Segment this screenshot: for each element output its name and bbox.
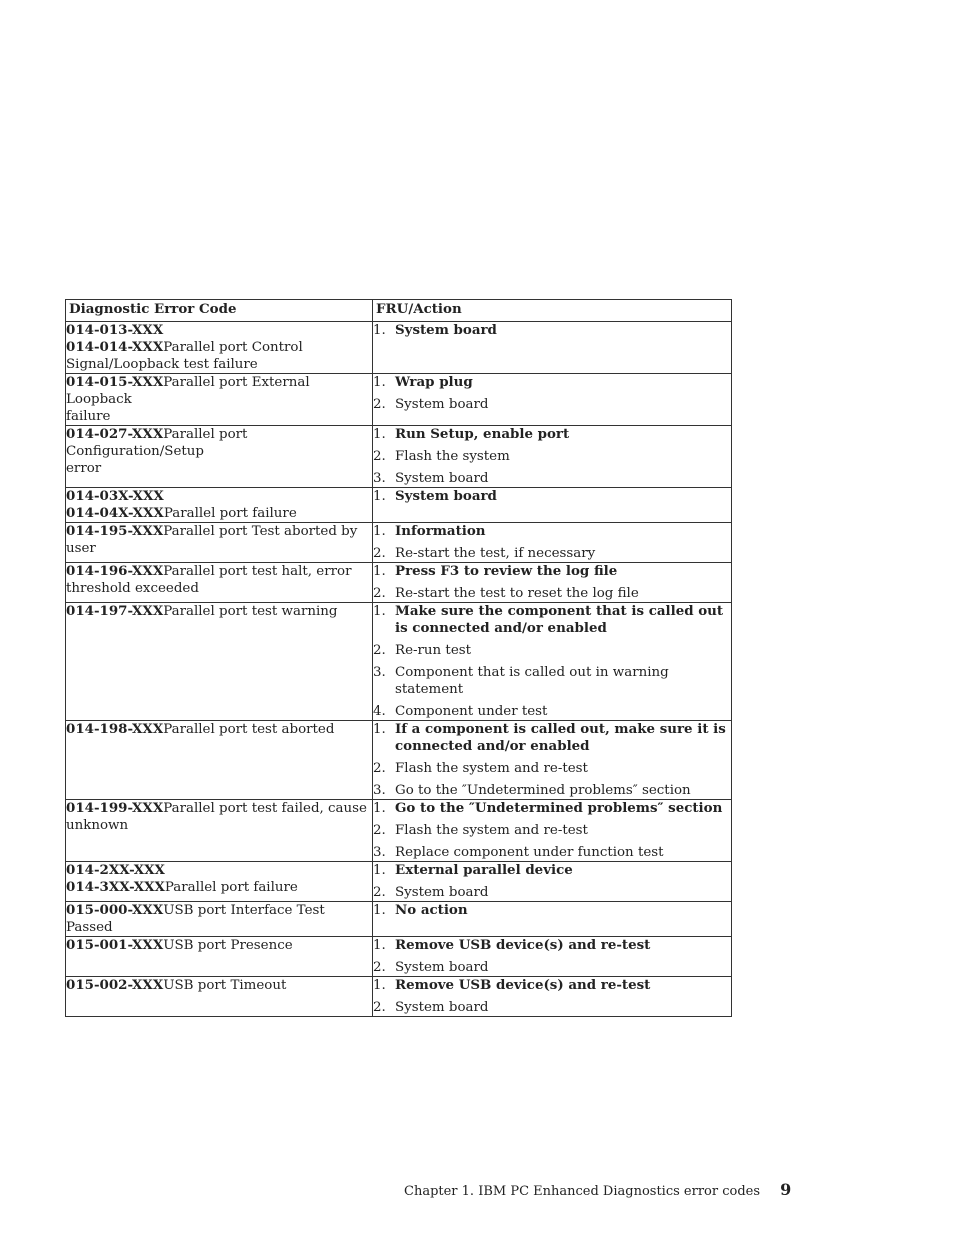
action-item <box>373 664 731 698</box>
action-item <box>373 721 731 755</box>
error-code: 014-197-XXX <box>66 603 164 619</box>
code-line <box>66 408 372 425</box>
action-number: 2. <box>373 449 386 464</box>
action-item <box>373 545 731 562</box>
error-description: Signal/Loopback test failure <box>66 357 258 372</box>
code-line <box>66 339 372 356</box>
action-number: 2. <box>373 1000 386 1015</box>
action-list <box>373 902 731 919</box>
action-text: Go to the ″Undetermined problems″ section <box>395 783 691 798</box>
action-text: Remove USB device(s) and re-test <box>395 937 651 953</box>
error-description: Parallel port failure <box>164 880 298 895</box>
action-list <box>373 488 731 505</box>
action-text: System board <box>395 397 489 412</box>
error-description: Parallel port Control <box>163 340 303 355</box>
action-number: 1. <box>373 489 386 504</box>
action-list <box>373 721 731 799</box>
code-line <box>66 563 372 580</box>
error-code-cell <box>66 374 373 426</box>
action-number: 1. <box>373 801 386 816</box>
error-code: 014-027-XXX <box>66 426 164 442</box>
table-row <box>66 563 732 603</box>
error-description: USB port Presence <box>163 938 293 953</box>
fru-action-cell <box>373 937 732 977</box>
action-item <box>373 642 731 659</box>
action-text: System board <box>395 322 497 338</box>
action-item <box>373 426 731 443</box>
action-list <box>373 426 731 487</box>
table-row <box>66 977 732 1017</box>
error-code-cell <box>66 862 373 902</box>
action-item <box>373 862 731 879</box>
error-code-cell <box>66 426 373 488</box>
table-row <box>66 322 732 374</box>
error-code-cell <box>66 721 373 800</box>
action-text: Wrap plug <box>395 374 473 390</box>
fru-action-cell <box>373 488 732 523</box>
error-code-cell <box>66 603 373 721</box>
action-item <box>373 448 731 465</box>
action-text: Re-run test <box>395 643 471 658</box>
error-description: Parallel port Test aborted by user <box>66 524 358 556</box>
code-line <box>66 488 372 505</box>
action-text: Re-start the test to reset the log file <box>395 586 639 601</box>
header-diagnostic-error-code: Diagnostic Error Code <box>66 300 373 322</box>
action-number: 3. <box>373 783 386 798</box>
action-text: Component under test <box>395 704 548 719</box>
error-code: 014-198-XXX <box>66 721 164 737</box>
code-line <box>66 426 372 460</box>
action-list <box>373 977 731 1016</box>
error-code: 015-000-XXX <box>66 902 164 918</box>
action-text: Go to the ″Undetermined problems″ section <box>395 800 723 816</box>
table-header-row <box>66 300 732 322</box>
fru-action-cell <box>373 977 732 1017</box>
action-number: 1. <box>373 375 386 390</box>
action-text: System board <box>395 471 489 486</box>
action-item <box>373 396 731 413</box>
action-text: Flash the system <box>395 449 510 464</box>
error-code-cell <box>66 488 373 523</box>
error-code-cell <box>66 322 373 374</box>
action-text: Replace component under function test <box>395 845 664 860</box>
action-item <box>373 760 731 777</box>
error-description: Parallel port test warning <box>163 604 338 619</box>
action-text: Make sure the component that is called out is connected and/or enabled <box>395 603 724 636</box>
action-item <box>373 937 731 954</box>
error-code: 015-001-XXX <box>66 937 164 953</box>
table-row <box>66 937 732 977</box>
code-line <box>66 580 372 597</box>
error-code: 014-013-XXX <box>66 322 164 338</box>
page-number: 9 <box>780 1180 792 1199</box>
table-row <box>66 374 732 426</box>
action-text: Flash the system and re-test <box>395 823 588 838</box>
action-item <box>373 523 731 540</box>
fru-action-cell <box>373 603 732 721</box>
error-code-cell <box>66 563 373 603</box>
action-text: Remove USB device(s) and re-test <box>395 977 651 993</box>
action-text: Information <box>395 523 486 539</box>
action-number: 1. <box>373 938 386 953</box>
code-line <box>66 505 372 522</box>
action-item <box>373 902 731 919</box>
error-code-cell <box>66 800 373 862</box>
action-number: 2. <box>373 823 386 838</box>
action-list <box>373 563 731 602</box>
fru-action-cell <box>373 523 732 563</box>
action-number: 3. <box>373 665 386 680</box>
page-footer <box>404 1180 791 1199</box>
fru-action-cell <box>373 374 732 426</box>
table-row <box>66 426 732 488</box>
error-description: error <box>66 461 102 476</box>
table-row <box>66 902 732 937</box>
action-text: Re-start the test, if necessary <box>395 546 596 561</box>
code-line <box>66 460 372 477</box>
code-line <box>66 523 372 557</box>
error-code: 014-2XX-XXX <box>66 862 165 878</box>
action-list <box>373 603 731 720</box>
code-line <box>66 862 372 879</box>
action-item <box>373 470 731 487</box>
footer-chapter-title: Chapter 1. IBM PC Enhanced Diagnostics error codes <box>404 1184 761 1199</box>
action-list <box>373 800 731 861</box>
action-text: Component that is called out in warning statement <box>395 665 669 697</box>
code-line <box>66 800 372 817</box>
error-code: 014-03X-XXX <box>66 488 164 504</box>
fru-action-cell <box>373 563 732 603</box>
action-text: Run Setup, enable port <box>395 426 570 442</box>
action-item <box>373 977 731 994</box>
code-line <box>66 603 372 620</box>
action-number: 2. <box>373 546 386 561</box>
action-list <box>373 937 731 976</box>
action-item <box>373 603 731 637</box>
code-line <box>66 817 372 834</box>
action-number: 1. <box>373 903 386 918</box>
table-row <box>66 488 732 523</box>
action-item <box>373 822 731 839</box>
action-item <box>373 563 731 580</box>
fru-action-cell <box>373 322 732 374</box>
error-code: 015-002-XXX <box>66 977 164 993</box>
action-number: 2. <box>373 643 386 658</box>
code-line <box>66 322 372 339</box>
error-description: threshold exceeded <box>66 581 199 596</box>
action-number: 2. <box>373 761 386 776</box>
code-line <box>66 977 372 994</box>
error-code-table <box>65 299 732 1017</box>
action-number: 2. <box>373 586 386 601</box>
error-code: 014-04X-XXX <box>66 505 164 521</box>
error-description: USB port Interface Test Passed <box>66 903 325 935</box>
error-description: USB port Timeout <box>163 978 287 993</box>
action-item <box>373 782 731 799</box>
action-item <box>373 999 731 1016</box>
error-description: failure <box>66 409 111 424</box>
action-number: 2. <box>373 960 386 975</box>
action-list <box>373 862 731 901</box>
code-line <box>66 374 372 408</box>
error-code-cell <box>66 937 373 977</box>
error-code: 014-199-XXX <box>66 800 164 816</box>
error-description: unknown <box>66 818 129 833</box>
action-text: System board <box>395 885 489 900</box>
table-body <box>66 322 732 1017</box>
code-line <box>66 937 372 954</box>
error-code: 014-196-XXX <box>66 563 164 579</box>
error-description: Parallel port External Loopback <box>66 375 310 407</box>
action-item <box>373 488 731 505</box>
action-item <box>373 322 731 339</box>
fru-action-cell <box>373 800 732 862</box>
code-line <box>66 879 372 896</box>
action-item <box>373 844 731 861</box>
action-text: External parallel device <box>395 862 573 878</box>
table-row <box>66 721 732 800</box>
fru-action-cell <box>373 902 732 937</box>
action-item <box>373 374 731 391</box>
action-number: 3. <box>373 845 386 860</box>
action-number: 1. <box>373 604 386 619</box>
action-text: System board <box>395 1000 489 1015</box>
error-description: Parallel port test halt, error <box>163 564 352 579</box>
code-line <box>66 356 372 373</box>
fru-action-cell <box>373 862 732 902</box>
action-number: 1. <box>373 427 386 442</box>
action-number: 4. <box>373 704 386 719</box>
action-number: 1. <box>373 978 386 993</box>
action-item <box>373 703 731 720</box>
error-description: Parallel port failure <box>163 506 297 521</box>
table-row <box>66 862 732 902</box>
fru-action-cell <box>373 426 732 488</box>
action-item <box>373 800 731 817</box>
error-code: 014-195-XXX <box>66 523 164 539</box>
action-text: Flash the system and re-test <box>395 761 588 776</box>
error-description: Parallel port Configuration/Setup <box>66 427 248 459</box>
header-fru-action: FRU/Action <box>373 300 732 322</box>
fru-action-cell <box>373 721 732 800</box>
action-number: 2. <box>373 885 386 900</box>
action-number: 1. <box>373 722 386 737</box>
error-description: Parallel port test failed, cause <box>163 801 367 816</box>
error-code: 014-015-XXX <box>66 374 164 390</box>
action-text: No action <box>395 902 468 918</box>
action-number: 1. <box>373 564 386 579</box>
error-code: 014-3XX-XXX <box>66 879 165 895</box>
action-item <box>373 884 731 901</box>
action-number: 1. <box>373 863 386 878</box>
error-description: Parallel port test aborted <box>163 722 335 737</box>
error-code-cell <box>66 523 373 563</box>
action-text: System board <box>395 488 497 504</box>
code-line <box>66 721 372 738</box>
error-code-cell <box>66 902 373 937</box>
action-text: Press F3 to review the log file <box>395 563 618 579</box>
action-item <box>373 585 731 602</box>
action-number: 3. <box>373 471 386 486</box>
action-list <box>373 523 731 562</box>
table-row <box>66 523 732 563</box>
code-line <box>66 902 372 936</box>
error-code-cell <box>66 977 373 1017</box>
table-row <box>66 800 732 862</box>
action-item <box>373 959 731 976</box>
action-list <box>373 374 731 413</box>
error-code: 014-014-XXX <box>66 339 164 355</box>
table-row <box>66 603 732 721</box>
action-number: 2. <box>373 397 386 412</box>
action-list <box>373 322 731 339</box>
action-text: If a component is called out, make sure it is connected and/or enabled <box>395 721 726 754</box>
action-number: 1. <box>373 323 386 338</box>
action-number: 1. <box>373 524 386 539</box>
action-text: System board <box>395 960 489 975</box>
